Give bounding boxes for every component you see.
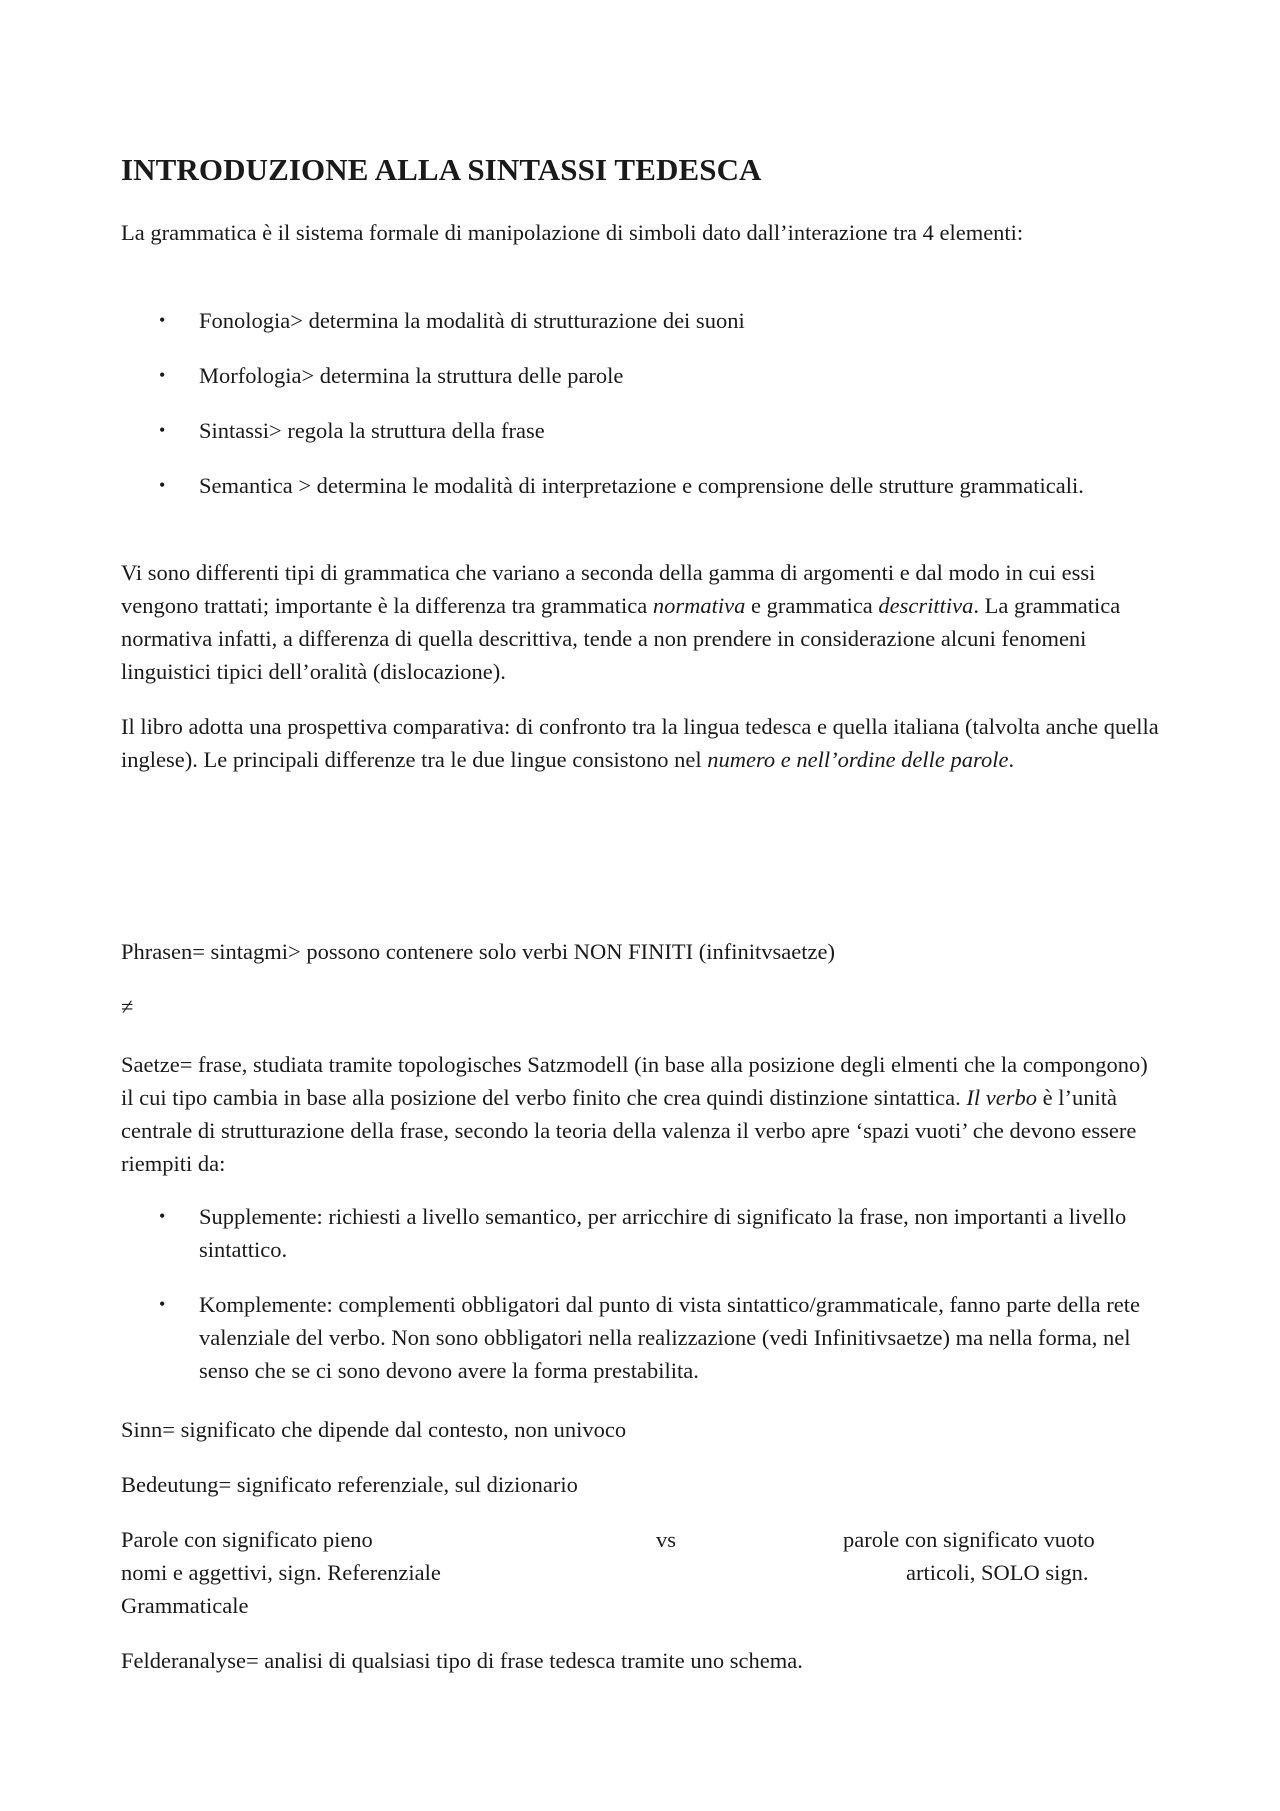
text-run: Vi sono differenti tipi di grammatica che variano a seconda della gamma di argomenti e dal modo in cui essi vengono trattati; importante è la differenza tra grammatica (121, 560, 1096, 618)
bedeutung-definition: Bedeutung= significato referenziale, sul dizionario (121, 1472, 578, 1497)
left-column-detail: nomi e aggettivi, sign. Referenziale (121, 1560, 441, 1585)
book-paragraph (121, 710, 1161, 776)
list-item-text: Supplemente: richiesti a livello semantico, per arricchire di significato la frase, non importanti a livello sintattico. (199, 1204, 1127, 1262)
not-equal-symbol: ≠ (121, 994, 134, 1019)
bullet-icon: • (159, 1294, 166, 1314)
bullet-icon: • (159, 1206, 166, 1226)
list-item (121, 304, 1161, 337)
list-item-text: Morfologia> determina la struttura delle parole (199, 363, 624, 388)
text-run: . La grammatica normativa infatti, a differenza di quella descrittiva, tende a non prendere in considerazione alcuni fenomeni linguistici tipici dell’oralità (dislocazione). (121, 593, 1121, 684)
saetze-paragraph (121, 1048, 1161, 1180)
sinn-definition: Sinn= significato che dipende dal contesto, non univoco (121, 1417, 627, 1442)
text-run: Il libro adotta una prospettiva comparativa: di confronto tra la lingua tedesca e quella italiana (talvolta anche quella inglese). Le principali differenze tra le due lingue consistono nel (121, 714, 1159, 772)
emphasis-word-order: numero e nell’ordine delle parole (707, 747, 1009, 772)
list-item (121, 1288, 1161, 1387)
bullet-icon: • (159, 310, 166, 330)
word-meaning-comparison (121, 1523, 1161, 1622)
left-column-title: Parole con significato pieno (121, 1527, 373, 1552)
emphasis-descrittiva: descrittiva (878, 593, 974, 618)
list-item-text: Fonologia> determina la modalità di strutturazione dei suoni (199, 308, 745, 333)
page-title: INTRODUZIONE ALLA SINTASSI TEDESCA (121, 152, 762, 187)
bullet-icon: • (159, 420, 166, 440)
bullet-icon: • (159, 475, 166, 495)
emphasis-normativa: normativa (652, 593, 746, 618)
emphasis-verbo: Il verbo (966, 1085, 1037, 1110)
list-item (121, 1200, 1161, 1266)
right-column-title: parole con significato vuoto (843, 1527, 1095, 1552)
right-column-detail-continued: Grammaticale (121, 1593, 249, 1618)
text-run: e grammatica (745, 593, 879, 618)
versus-label: vs (656, 1527, 677, 1552)
list-item-text: Komplemente: complementi obbligatori dal punto di vista sintattico/grammaticale, fanno parte della rete valenziale del verbo. Non sono obbligatori nella realizzazione (vedi Infinitivsaetze) ma nella forma, nel senso che se ci sono devono avere la forma prestabilita. (199, 1292, 1140, 1383)
bullet-icon: • (159, 365, 166, 385)
list-item (121, 359, 1161, 392)
grammar-elements-list (121, 304, 1161, 502)
phrasen-definition: Phrasen= sintagmi> possono contenere solo verbi NON FINITI (infinitvsaetze) (121, 939, 835, 964)
valence-fillers-list (121, 1200, 1161, 1387)
text-run: . (1008, 747, 1015, 772)
list-item-text: Semantica > determina le modalità di interpretazione e comprensione delle strutture grammaticali. (199, 473, 1084, 498)
text-run: è l’unità centrale di strutturazione della frase, secondo la teoria della valenza il verbo apre ‘spazi vuoti’ che devono essere riempiti da: (121, 1085, 1137, 1176)
felderanalyse-definition: Felderanalyse= analisi di qualsiasi tipo di frase tedesca tramite uno schema. (121, 1648, 803, 1673)
list-item-text: Sintassi> regola la struttura della frase (199, 418, 545, 443)
grammar-types-paragraph (121, 556, 1161, 688)
text-run: Saetze= frase, studiata tramite topologisches Satzmodell (in base alla posizione degli elmenti che la compongono) il cui tipo cambia in base alla posizione del verbo finito che crea quindi distinzione sintattica. (121, 1052, 1148, 1110)
right-column-detail: articoli, SOLO sign. (906, 1560, 1089, 1585)
list-item (121, 469, 1161, 502)
intro-paragraph: La grammatica è il sistema formale di manipolazione di simboli dato dall’interazione tra 4 elementi: (121, 220, 1024, 245)
list-item (121, 414, 1161, 447)
